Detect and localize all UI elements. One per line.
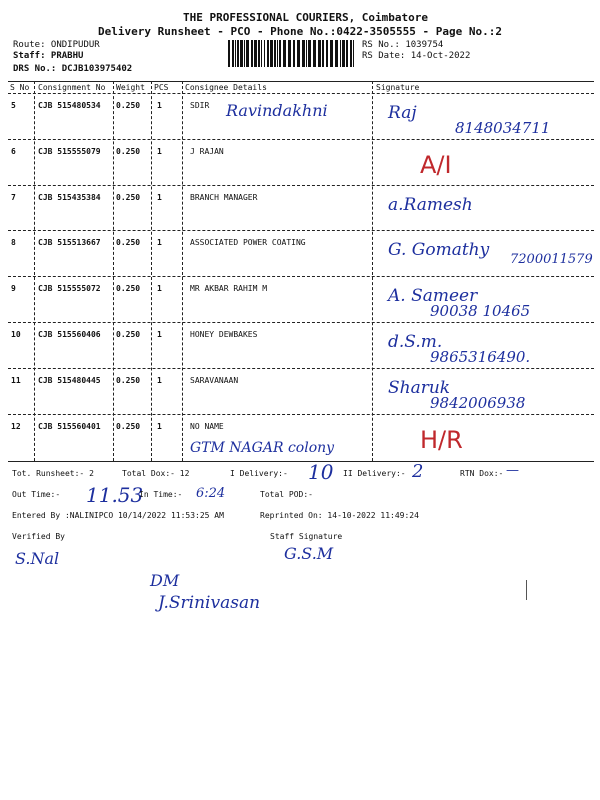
row-phone: 7200011579 bbox=[510, 252, 593, 268]
row-separator bbox=[8, 230, 594, 231]
barcode-bar bbox=[258, 40, 260, 67]
out-time-label: Out Time:- bbox=[12, 490, 61, 499]
row-sno: 6 bbox=[11, 146, 16, 156]
col-pcs: PCS bbox=[154, 83, 169, 92]
row-weight: 0.250 bbox=[116, 330, 141, 339]
col-sno: S No bbox=[10, 83, 30, 92]
barcode-bar bbox=[318, 40, 321, 67]
barcode-bar bbox=[240, 40, 243, 67]
row-consignee: HONEY DEWBAKES bbox=[190, 330, 258, 339]
row-consignment: CJB 515513667 bbox=[38, 238, 101, 248]
col-signature: Signature bbox=[376, 83, 420, 92]
barcode-bar bbox=[270, 40, 273, 67]
bottom-signature-name: J.Srinivasan bbox=[158, 593, 261, 613]
row-weight: 0.250 bbox=[116, 284, 141, 294]
row-separator bbox=[8, 276, 594, 277]
row-signature: A. Sameer bbox=[388, 286, 478, 307]
bottom-signature-initials: DM bbox=[150, 571, 180, 590]
barcode-bar bbox=[246, 40, 249, 67]
row-phone: 9842006938 bbox=[430, 393, 526, 412]
row-consignment: CJB 515555079 bbox=[38, 146, 101, 156]
drs-label: DRS No.: DCJB103975402 bbox=[13, 64, 133, 74]
row-consignment: CJB 515480534 bbox=[38, 101, 101, 110]
barcode-bar bbox=[267, 40, 269, 67]
barcode-bar bbox=[313, 40, 316, 67]
verified-signature: S.Nal bbox=[15, 549, 60, 568]
barcode-bar bbox=[279, 40, 281, 67]
barcode-bar bbox=[335, 40, 338, 67]
i-delivery-label: I Delivery:- bbox=[230, 469, 288, 478]
barcode-bar bbox=[251, 40, 253, 67]
row-sno: 10 bbox=[11, 330, 21, 339]
row-pcs: 1 bbox=[157, 238, 162, 248]
company-name: THE PROFESSIONAL COURIERS, Coimbatore bbox=[183, 11, 429, 24]
route-label: Route: ONDIPUDUR bbox=[13, 40, 100, 50]
barcode-bar bbox=[261, 40, 262, 67]
barcode-bar bbox=[232, 40, 234, 67]
row-sno: 8 bbox=[11, 238, 16, 248]
row-consignee: ASSOCIATED POWER COATING bbox=[190, 238, 306, 248]
barcode-bar bbox=[346, 40, 348, 67]
row-handwritten-note: Ravindakhni bbox=[226, 101, 328, 120]
barcode-bar bbox=[283, 40, 286, 67]
row-sno: 9 bbox=[11, 284, 16, 294]
row-sno: 11 bbox=[11, 375, 21, 385]
barcode-bar bbox=[235, 40, 236, 67]
row-consignee: SDIR bbox=[190, 101, 210, 110]
row-signature: Sharuk bbox=[388, 377, 451, 398]
barcode-bar bbox=[288, 40, 291, 67]
row-separator bbox=[8, 139, 594, 140]
barcode-bar bbox=[326, 40, 328, 67]
row-weight: 0.250 bbox=[116, 192, 141, 202]
total-dox: Total Dox:- 12 bbox=[122, 469, 190, 478]
row-pcs: 1 bbox=[157, 192, 162, 202]
barcode-bar bbox=[302, 40, 305, 67]
row-pcs: 1 bbox=[157, 284, 162, 294]
row-sno: 7 bbox=[11, 192, 16, 202]
barcode-bar bbox=[274, 40, 276, 67]
barcode-bar bbox=[228, 40, 230, 67]
barcode-bar bbox=[254, 40, 257, 67]
barcode bbox=[228, 40, 354, 67]
row-pcs: 1 bbox=[157, 146, 162, 156]
row-consignee: NO NAME bbox=[190, 421, 224, 431]
rs-no-label: RS No.: 1039754 bbox=[362, 40, 444, 50]
in-time-hand: 6:24 bbox=[196, 486, 226, 501]
row-handwritten-note: GTM NAGAR colony bbox=[190, 439, 335, 456]
row-weight: 0.250 bbox=[116, 101, 141, 110]
i-delivery-hand: 10 bbox=[308, 460, 334, 484]
row-separator bbox=[8, 322, 594, 323]
row-weight: 0.250 bbox=[116, 238, 141, 248]
ii-delivery-hand: 2 bbox=[412, 461, 424, 482]
col-consignee: Consignee Details bbox=[185, 83, 267, 92]
barcode-bar bbox=[297, 40, 300, 67]
verified-by-label: Verified By bbox=[12, 532, 65, 541]
barcode-bar bbox=[342, 40, 345, 67]
staff-signature: G.S.M bbox=[284, 544, 334, 563]
row-weight: 0.250 bbox=[116, 375, 141, 385]
row-consignee: BRANCH MANAGER bbox=[190, 192, 258, 202]
barcode-bar bbox=[330, 40, 333, 67]
barcode-bar bbox=[237, 40, 239, 67]
row-consignee: MR AKBAR RAHIM M bbox=[190, 284, 268, 294]
row-pcs: 1 bbox=[157, 421, 162, 431]
row-pcs: 1 bbox=[157, 101, 162, 110]
row-signature: A/I bbox=[420, 150, 452, 179]
staff-signature-label: Staff Signature bbox=[270, 532, 343, 541]
barcode-bar bbox=[322, 40, 324, 67]
ii-delivery-label: II Delivery:- bbox=[343, 469, 406, 478]
reprinted-on: Reprinted On: 14-10-2022 11:49:24 bbox=[260, 511, 419, 520]
tot-runsheet: Tot. Runsheet:- 2 bbox=[12, 469, 94, 478]
row-separator bbox=[8, 185, 594, 186]
row-signature: Raj bbox=[388, 103, 417, 123]
row-consignment: CJB 515435384 bbox=[38, 192, 101, 202]
row-sno: 5 bbox=[11, 101, 16, 110]
row-signature: d.S.m. bbox=[388, 332, 443, 352]
row-consignment: CJB 515480445 bbox=[38, 375, 101, 385]
rs-date-label: RS Date: 14-Oct-2022 bbox=[362, 51, 471, 61]
rtn-dox-label: RTN Dox:- bbox=[460, 469, 504, 478]
row-consignment: CJB 515560406 bbox=[38, 330, 101, 339]
total-pod-label: Total POD:- bbox=[260, 490, 313, 499]
row-phone: 90038 10465 bbox=[430, 302, 531, 321]
row-separator bbox=[8, 414, 594, 415]
row-signature: H/R bbox=[420, 425, 463, 454]
barcode-bar bbox=[264, 40, 265, 67]
row-weight: 0.250 bbox=[116, 421, 141, 431]
row-consignment: CJB 515560401 bbox=[38, 421, 101, 431]
row-signature: a.Ramesh bbox=[388, 194, 473, 215]
staff-label: Staff: PRABHU bbox=[13, 51, 84, 61]
runsheet-subtitle: Delivery Runsheet - PCO - Phone No.:0422-3505555 - Page No.:2 bbox=[98, 25, 502, 38]
row-signature: G. Gomathy bbox=[388, 240, 490, 261]
row-separator bbox=[8, 368, 594, 369]
barcode-bar bbox=[306, 40, 307, 67]
row-consignment: CJB 515555072 bbox=[38, 284, 101, 294]
col-weight: Weight bbox=[116, 83, 145, 92]
barcode-bar bbox=[244, 40, 245, 67]
barcode-bar bbox=[353, 40, 354, 67]
row-pcs: 1 bbox=[157, 375, 162, 385]
row-pcs: 1 bbox=[157, 330, 162, 339]
row-weight: 0.250 bbox=[116, 146, 141, 156]
row-phone: 9865316490. bbox=[430, 348, 531, 366]
barcode-bar bbox=[308, 40, 311, 67]
out-time-hand: 11.53 bbox=[86, 483, 144, 507]
col-consignment: Consignment No bbox=[38, 83, 106, 92]
entered-by: Entered By :NALINIPCO 10/14/2022 11:53:25 AM bbox=[12, 511, 224, 520]
barcode-bar bbox=[340, 40, 341, 67]
row-consignee: SARAVANAAN bbox=[190, 375, 239, 385]
row-sno: 12 bbox=[11, 421, 21, 431]
margin-mark bbox=[526, 580, 527, 600]
rtn-dox-hand: — bbox=[506, 463, 519, 478]
in-time-label: In Time:- bbox=[139, 490, 183, 499]
row-phone: 8148034711 bbox=[455, 119, 551, 137]
barcode-bar bbox=[277, 40, 278, 67]
row-consignee: J RAJAN bbox=[190, 146, 224, 156]
barcode-bar bbox=[350, 40, 352, 67]
barcode-bar bbox=[293, 40, 295, 67]
